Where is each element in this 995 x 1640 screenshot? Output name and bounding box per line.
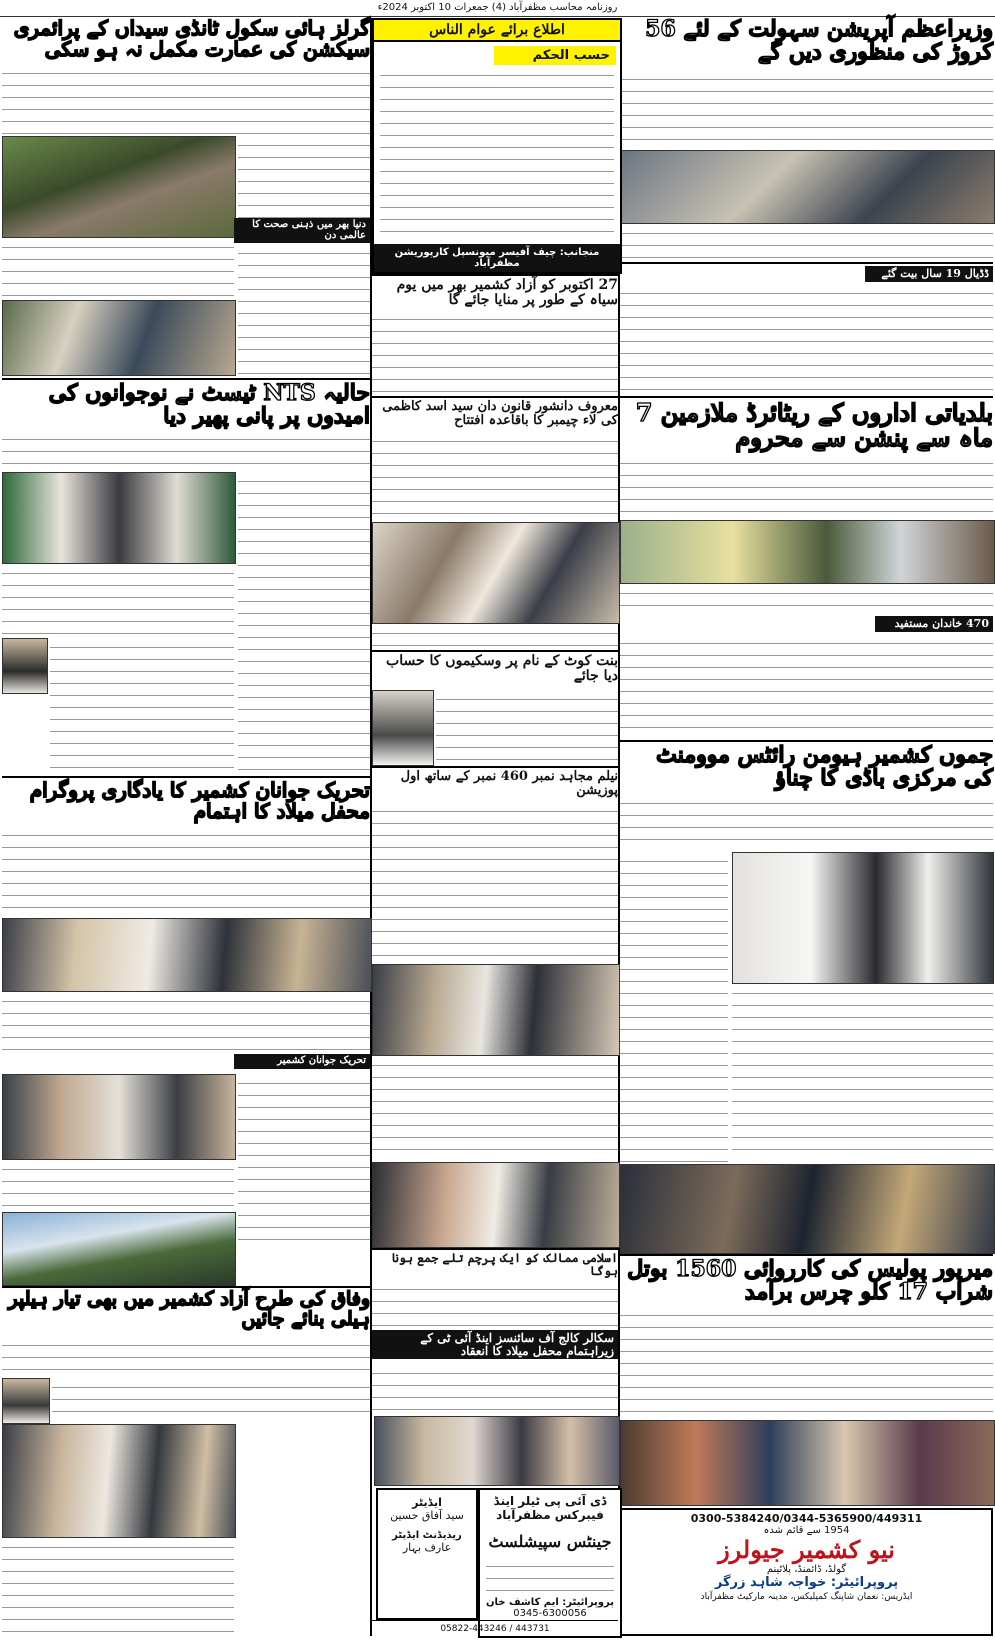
headline-islamic-countries: اسلامی ممالک کو ایک پرچم تلے جمع ہونا ہوگا (391, 1251, 618, 1278)
article-text (372, 802, 618, 962)
ad-title: جینٹس سپیشلسٹ (488, 1532, 612, 1551)
article-text (620, 454, 993, 518)
headline-human-rights: جموں کشمیر ہیومن رائٹس موومنٹ کی مرکزی باڈی کا چناؤ (656, 742, 993, 792)
editor-name: سید آفاق حسین (390, 1509, 464, 1522)
photo-caption (620, 224, 993, 260)
middle-column (372, 18, 618, 1636)
article-text (2, 1160, 234, 1210)
headline-position: نیلم مجاہد نمبر 460 نمبر کے ساتھ اول پوزیشن (400, 769, 618, 798)
article-text (372, 1280, 618, 1326)
ad-title: نیو کشمیر جیولرز (718, 1535, 895, 1564)
article-text (372, 1364, 618, 1414)
headline-law-chamber: معروف دانشور قانون دان سید اسد کاظمی کی لاء چیمبر کا باقاعدہ افتتاح (382, 399, 618, 428)
ad-text (486, 1557, 614, 1593)
photo-caption (372, 624, 618, 648)
right-column (620, 18, 993, 1636)
phone-strip (372, 1620, 618, 1637)
divider (372, 650, 618, 652)
article-text (620, 1306, 993, 1418)
milad-photo (2, 918, 372, 992)
divider (372, 396, 618, 398)
resident-editor-name: عارف بہار (402, 1541, 452, 1554)
article-text (2, 564, 234, 634)
dateline: روزنامہ محاسب مظفرآباد (4) جمعرات 10 اکتوبر 2024ء (377, 2, 618, 13)
ambulance-photo (2, 1212, 236, 1286)
article-text (620, 284, 993, 394)
ad-address: ایڈریس: نعمان شاپنگ کمپلیکس، مدینہ مارکیٹ مظفرآباد (700, 1592, 913, 1602)
portrait-photo (732, 852, 994, 984)
article-text (2, 64, 370, 134)
article-text (620, 852, 728, 1162)
masthead (0, 0, 995, 17)
article-text (238, 136, 370, 376)
editor-label: ایڈیٹر (412, 1496, 442, 1509)
divider (372, 1248, 618, 1250)
headline-girls-school: گرلز ہائی سکول ٹانڈی سیداں کے پرائمری سیکشن کی عمارت مکمل نہ ہو سکی (13, 16, 370, 61)
article-text (2, 1538, 234, 1634)
tailor-ad (478, 1488, 622, 1638)
notice-signature: منجانب: چیف آفیسر میونسپل کارپوریشن مظفرآباد (374, 244, 620, 272)
article-text (52, 1378, 370, 1422)
youth-photo (2, 472, 236, 564)
article-text (2, 1336, 370, 1376)
article-text (436, 690, 618, 764)
ad-phone: 0345-6300056 (513, 1608, 587, 1619)
headline-bantkot: بنت کوٹ کے نام پر وسکیموں کا حساب دیا جائے (386, 653, 618, 684)
ad-subtitle: ڈی آئی پی ٹیلر اینڈ فیبرکس مظفرآباد (493, 1494, 607, 1522)
article-text (238, 1074, 370, 1244)
photo-caption (2, 992, 370, 1050)
divider (620, 262, 993, 264)
notice-title: اطلاع برائے عوام الناس (374, 20, 620, 42)
ceremony-photo (374, 1416, 620, 1486)
article-text (620, 70, 993, 148)
ad-subtitle: گولڈ، ڈائمنڈ، پلاٹینم (766, 1564, 847, 1575)
portrait-photo (2, 1378, 50, 1424)
article-text (238, 472, 370, 772)
headline-operation-sahoolat: وزیراعظم آپریشن سہولت کے لئے 56 کروڑ کی منظوری دیں گے (645, 16, 993, 66)
subheadline: ڈڈیال 19 سال بیت گئے (865, 266, 993, 282)
editor-imprint (376, 1488, 478, 1620)
article-text (732, 984, 993, 1160)
subheadline: دنیا بھر میں ذہنی صحت کا عالمی دن (234, 218, 370, 243)
article-text (620, 634, 993, 738)
headline-helpers: وفاق کی طرح آزاد کشمیر میں بھی تیار ہیلپر ہیلی بنائے جائیں (8, 1288, 370, 1330)
subheadline: 470 خاندان مستفید (875, 616, 993, 632)
headline-scholar-college: سکالر کالج آف سائنسز اینڈ آئی ٹی کے زیراہتمام محفل میلاد کا انعقاد (372, 1330, 618, 1359)
ad-phone: 0300-5384240/0344-5365900/449311 (690, 1512, 923, 1525)
headline-pension: بلدیاتی اداروں کے ریٹائرڈ ملازمین 7 ماہ سے پنشن سے محروم (635, 398, 993, 453)
jewellers-ad (620, 1508, 993, 1636)
headline-police: میرپور پولیس کی کارروائی 1560 بوتل شراب 17 کلو چرس برآمد (627, 1256, 993, 1306)
headline-black-day: 27 اکتوبر کو آزاد کشمیر بھر میں یوم سیاہ کے طور پر منایا جائے گا (396, 277, 618, 308)
divider (372, 274, 618, 276)
school-building-photo (2, 136, 236, 238)
headline-nts: حالیہ NTS ٹیسٹ نے نوجوانوں کی امیدوں پر پانی پھیر دیا (48, 380, 370, 430)
ad-owner: پروپرائیٹر: ایم کاشف خان (485, 1597, 614, 1608)
public-notice (372, 18, 622, 274)
press-conference-photo (372, 964, 620, 1056)
ad-established: 1954 سے قائم شدہ (763, 1525, 850, 1536)
street-photo (2, 300, 236, 376)
article-text (50, 638, 234, 774)
article-text (372, 1056, 618, 1160)
left-column (2, 18, 370, 1636)
event-photo (620, 1164, 995, 1254)
article-text (2, 430, 370, 470)
divider (372, 766, 618, 768)
phone-numbers: 05822-443246 / 443731 (440, 1624, 550, 1634)
meeting-photo (2, 1424, 236, 1538)
photo-caption (620, 584, 993, 614)
headline-tehreek: تحریک جوانان کشمیر کا یادگاری پروگرام محفل میلاد کا اہتمام (29, 778, 370, 823)
subheadline: تحریک جوانان کشمیر (234, 1054, 370, 1069)
portrait-photo (2, 638, 48, 694)
students-photo (620, 1420, 995, 1506)
ad-owner: پروپرائیٹر: خواجہ شاہد زرگر (714, 1575, 899, 1590)
article-text (620, 794, 993, 850)
notice-subtitle: حسب الحکم (494, 46, 616, 65)
chamber-photo (372, 522, 620, 624)
article-text (372, 432, 618, 520)
notice-text (380, 66, 614, 234)
resident-editor-label: ریذیڈنٹ ایڈیٹر (392, 1530, 462, 1541)
group-photo (372, 1162, 620, 1248)
article-text (372, 310, 618, 394)
protest-photo (620, 520, 995, 584)
prayer-photo (2, 1074, 236, 1160)
meeting-photo (620, 150, 995, 224)
portrait-photo (372, 690, 434, 766)
article-text (2, 238, 234, 298)
article-text (2, 826, 370, 916)
